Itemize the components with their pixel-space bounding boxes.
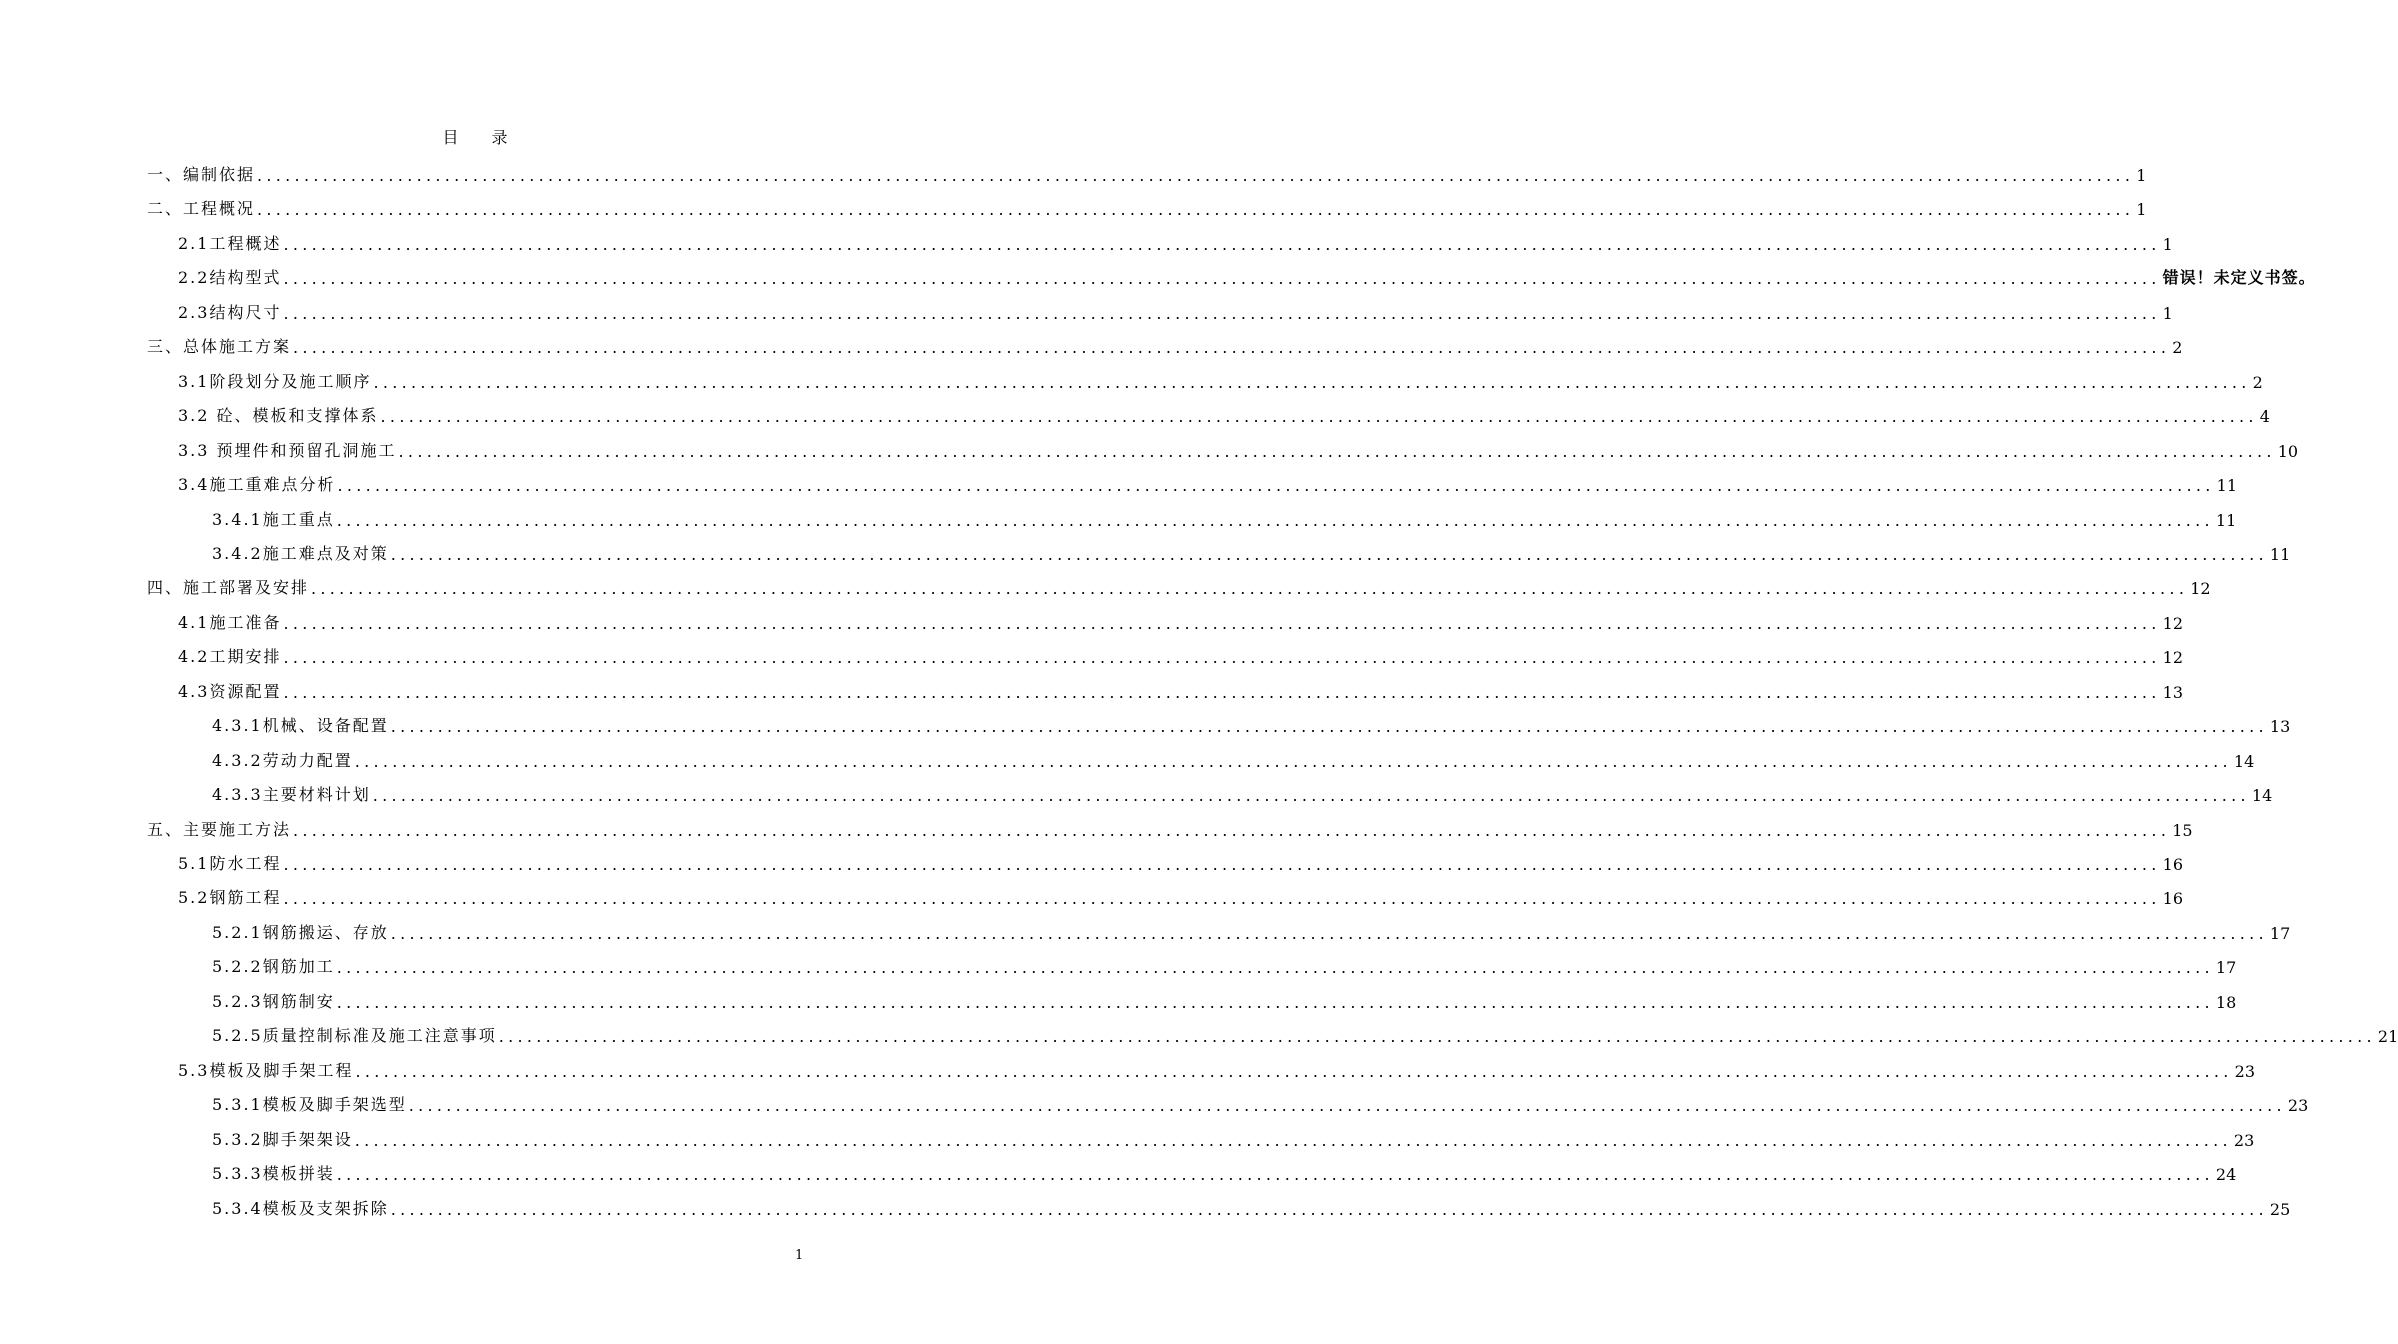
toc-entry-page: 2 — [2252, 373, 2263, 392]
toc-entry[interactable] — [147, 155, 2147, 185]
toc-entry[interactable] — [212, 1189, 2291, 1219]
toc-entry-page: 11 — [2269, 545, 2291, 564]
toc-entry[interactable] — [178, 637, 2183, 667]
toc-dot-leader: ........................................................................................................................................................................................................ — [498, 1027, 2376, 1046]
toc-entry[interactable] — [212, 1016, 2398, 1046]
toc-entry[interactable] — [212, 775, 2273, 805]
toc-dot-leader: ........................................................................................................................................................................................................ — [293, 338, 2171, 357]
toc-entry-label: 3.2 砼、模板和支撑体系 — [178, 406, 379, 425]
toc-entry[interactable] — [178, 465, 2237, 495]
toc-entry[interactable] — [178, 362, 2263, 392]
toc-entry-page: 24 — [2215, 1165, 2237, 1184]
toc-entry-label: 5.3模板及脚手架工程 — [178, 1061, 354, 1080]
toc-entry[interactable] — [147, 189, 2147, 219]
toc-entry-page: 13 — [2162, 683, 2183, 702]
toc-entry-page: 10 — [2277, 442, 2299, 461]
toc-entry-label: 2.3结构尺寸 — [178, 303, 282, 322]
toc-entry[interactable] — [212, 534, 2291, 564]
toc-entry-page: 12 — [2190, 579, 2211, 598]
toc-entry[interactable] — [178, 224, 2173, 254]
toc-entry-page: 12 — [2162, 614, 2183, 633]
toc-entry-label: 3.4.2施工难点及对策 — [212, 544, 389, 563]
toc-entry[interactable] — [178, 1051, 2255, 1081]
toc-entry-label: 一、编制依据 — [147, 165, 256, 184]
toc-entry[interactable] — [147, 568, 2211, 598]
toc-entry[interactable] — [178, 396, 2270, 426]
toc-entry[interactable] — [212, 500, 2237, 530]
toc-entry[interactable] — [212, 1085, 2309, 1115]
toc-entry-page: 23 — [2287, 1096, 2309, 1115]
toc-entry-page: 23 — [2233, 1131, 2255, 1150]
toc-entry-page: 1 — [2136, 200, 2147, 219]
toc-dot-leader: ........................................................................................................................................................................................................ — [336, 958, 2214, 977]
toc-entry-page: 14 — [2251, 786, 2273, 805]
toc-entry-label: 4.3.1机械、设备配置 — [212, 716, 389, 735]
toc-entry[interactable] — [212, 1120, 2255, 1150]
toc-entry-label: 5.2钢筋工程 — [178, 888, 282, 907]
toc-dot-leader: ........................................................................................................................................................................................................ — [354, 752, 2232, 771]
toc-entry-page: 17 — [2215, 958, 2237, 977]
toc-dot-leader: ........................................................................................................................................................................................................ — [373, 373, 2251, 392]
toc-entry[interactable] — [147, 327, 2183, 357]
toc-entry-page: 13 — [2269, 717, 2291, 736]
toc-entry-label: 5.2.3钢筋制安 — [212, 992, 335, 1011]
toc-dot-leader: ........................................................................................................................................................................................................ — [372, 786, 2250, 805]
toc-entry[interactable] — [212, 913, 2291, 943]
toc-dot-leader: ........................................................................................................................................................................................................ — [390, 717, 2268, 736]
toc-dot-leader: ........................................................................................................................................................................................................ — [336, 1165, 2214, 1184]
toc-entry-label: 3.4施工重难点分析 — [178, 475, 336, 494]
toc-dot-leader: ........................................................................................................................................................................................................ — [257, 200, 2135, 219]
toc-dot-leader: ........................................................................................................................................................................................................ — [311, 579, 2189, 598]
toc-entry-label: 5.2.5质量控制标准及施工注意事项 — [212, 1026, 497, 1045]
toc-entry-page: 16 — [2162, 855, 2183, 874]
toc-entry-label: 4.2工期安排 — [178, 647, 282, 666]
toc-entry-page: 23 — [2234, 1062, 2255, 1081]
toc-dot-leader: ........................................................................................................................................................................................................ — [283, 614, 2161, 633]
toc-entry-page: 1 — [2162, 235, 2173, 254]
toc-entry-label: 四、施工部署及安排 — [147, 578, 310, 597]
toc-dot-leader: ........................................................................................................................................................................................................ — [398, 442, 2276, 461]
toc-entry-label: 2.2结构型式 — [178, 268, 282, 287]
toc-entry-label: 2.1工程概述 — [178, 234, 282, 253]
toc-entry-page: 16 — [2162, 889, 2183, 908]
toc-entry[interactable] — [178, 672, 2183, 702]
toc-entry-page: 11 — [2215, 511, 2237, 530]
toc-entry-error: 错误！未定义书签。 — [2162, 268, 2316, 287]
toc-dot-leader: ........................................................................................................................................................................................................ — [390, 924, 2268, 943]
toc-dot-leader: ........................................................................................................................................................................................................ — [390, 545, 2268, 564]
toc-entry[interactable] — [212, 982, 2237, 1012]
toc-entry[interactable] — [212, 947, 2237, 977]
toc-entry[interactable] — [147, 810, 2193, 840]
toc-entry-label: 5.3.4模板及支架拆除 — [212, 1199, 389, 1218]
toc-title: 目 录 — [442, 128, 522, 147]
toc-dot-leader: ........................................................................................................................................................................................................ — [283, 683, 2161, 702]
toc-dot-leader: ........................................................................................................................................................................................................ — [408, 1096, 2286, 1115]
toc-entry-label: 5.2.1钢筋搬运、存放 — [212, 923, 389, 942]
page-number: 1 — [795, 1248, 804, 1263]
toc-dot-leader: ........................................................................................................................................................................................................ — [355, 1062, 2233, 1081]
toc-entry-label: 5.3.3模板拼装 — [212, 1164, 335, 1183]
toc-entry-page: 14 — [2233, 752, 2255, 771]
toc-entry-page: 15 — [2172, 821, 2193, 840]
toc-entry[interactable] — [178, 844, 2183, 874]
toc-entry-label: 5.3.2脚手架架设 — [212, 1130, 353, 1149]
toc-entry[interactable] — [178, 293, 2173, 323]
toc-entry-label: 3.3 预埋件和预留孔洞施工 — [178, 441, 397, 460]
toc-entry-page: 1 — [2162, 304, 2173, 323]
toc-dot-leader: ........................................................................................................................................................................................................ — [354, 1131, 2232, 1150]
toc-entry[interactable] — [212, 741, 2255, 771]
toc-entry-label: 4.3.2劳动力配置 — [212, 751, 353, 770]
toc-entry-page: 11 — [2216, 476, 2237, 495]
toc-entry[interactable] — [212, 706, 2291, 736]
toc-entry-label: 5.1防水工程 — [178, 854, 282, 873]
toc-entry-page: 18 — [2215, 993, 2237, 1012]
toc-entry-label: 4.3资源配置 — [178, 682, 282, 701]
toc-entry-page: 25 — [2269, 1200, 2291, 1219]
toc-dot-leader: ........................................................................................................................................................................................................ — [257, 166, 2135, 185]
toc-entry-label: 五、主要施工方法 — [147, 820, 292, 839]
toc-entry[interactable] — [212, 1154, 2237, 1184]
toc-dot-leader: ........................................................................................................................................................................................................ — [283, 269, 2161, 288]
toc-entry[interactable] — [178, 603, 2183, 633]
toc-dot-leader: ........................................................................................................................................................................................................ — [283, 648, 2161, 667]
toc-dot-leader: ........................................................................................................................................................................................................ — [283, 889, 2161, 908]
toc-entry-label: 4.3.3主要材料计划 — [212, 785, 371, 804]
toc-dot-leader: ........................................................................................................................................................................................................ — [337, 476, 2215, 495]
toc-entry-label: 4.1施工准备 — [178, 613, 282, 632]
toc-entry-page: 17 — [2269, 924, 2291, 943]
toc-entry-label: 5.3.1模板及脚手架选型 — [212, 1095, 407, 1114]
toc-entry-label: 二、工程概况 — [147, 199, 256, 218]
toc-entry[interactable] — [178, 878, 2183, 908]
toc-dot-leader: ........................................................................................................................................................................................................ — [293, 821, 2171, 840]
toc-entry-label: 5.2.2钢筋加工 — [212, 957, 335, 976]
toc-entry[interactable] — [178, 431, 2299, 461]
toc-entry-label: 3.1阶段划分及施工顺序 — [178, 372, 372, 391]
toc-dot-leader: ........................................................................................................................................................................................................ — [390, 1200, 2268, 1219]
toc-dot-leader: ........................................................................................................................................................................................................ — [336, 511, 2214, 530]
toc-dot-leader: ........................................................................................................................................................................................................ — [283, 235, 2161, 254]
toc-entry-page: 4 — [2259, 407, 2270, 426]
toc-entry-label: 3.4.1施工重点 — [212, 510, 335, 529]
toc-dot-leader: ........................................................................................................................................................................................................ — [380, 407, 2258, 426]
toc-entry-page: 21 — [2377, 1027, 2398, 1046]
toc-entry[interactable] — [178, 258, 2316, 288]
toc-entry-page: 2 — [2172, 338, 2183, 357]
toc-entry-page: 1 — [2136, 166, 2147, 185]
toc-dot-leader: ........................................................................................................................................................................................................ — [283, 855, 2161, 874]
toc-dot-leader: ........................................................................................................................................................................................................ — [336, 993, 2214, 1012]
toc-entry-label: 三、总体施工方案 — [147, 337, 292, 356]
toc-entry-page: 12 — [2162, 648, 2183, 667]
toc-dot-leader: ........................................................................................................................................................................................................ — [283, 304, 2161, 323]
